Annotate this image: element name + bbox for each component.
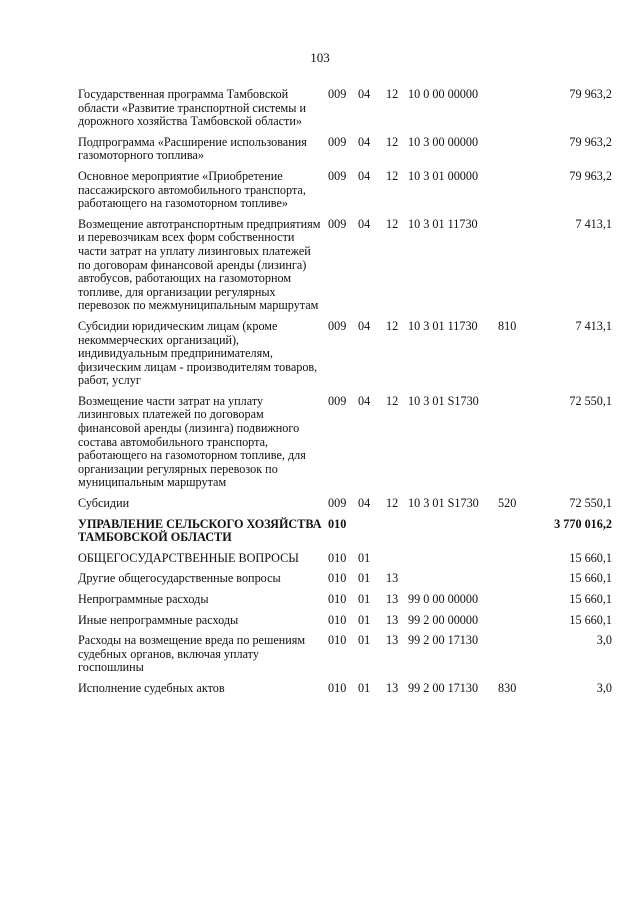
amount-cell: 3,0 <box>596 633 612 648</box>
subsection-code-cell: 12 <box>386 134 399 149</box>
row-name-cell: Субсидии <box>78 496 130 511</box>
expense-type-cell <box>498 136 528 170</box>
row-name-cell: Подпрограмма «Расширение использования газомоторного топлива» <box>78 134 307 163</box>
table-row <box>78 88 612 136</box>
row-name-cell: Другие общегосударственные вопросы <box>78 571 281 586</box>
target-article-cell <box>408 518 498 552</box>
amount-cell: 79 963,2 <box>569 168 612 183</box>
target-article-cell: 10 3 00 00000 <box>408 134 479 149</box>
table-row <box>78 218 612 320</box>
table-row <box>78 614 612 635</box>
subsection-code-cell: 13 <box>386 592 399 606</box>
expense-type-cell: 830 <box>498 680 517 695</box>
expense-type-cell <box>498 518 528 552</box>
ved-code-cell: 010 <box>328 592 347 606</box>
target-article-cell: 99 2 00 17130 <box>408 680 479 695</box>
ved-code-cell: 009 <box>328 134 347 149</box>
subsection-code-cell: 12 <box>386 168 399 183</box>
target-article-cell <box>408 552 498 573</box>
section-code-cell: 01 <box>358 612 371 627</box>
expense-type-cell <box>498 614 528 635</box>
amount-cell: 15 660,1 <box>569 592 612 606</box>
subsection-code-cell: 12 <box>386 393 399 408</box>
row-name-cell: Расходы на возмещение вреда по решениям судебных органов, включая уплату госпошлины <box>78 633 306 675</box>
expense-type-cell <box>498 634 528 682</box>
table-row <box>78 593 612 614</box>
amount-cell: 3 770 016,2 <box>554 516 612 531</box>
ved-code-cell: 010 <box>328 612 347 627</box>
expense-type-cell <box>498 88 528 136</box>
section-code-cell: 04 <box>358 216 371 231</box>
row-name-cell: Основное мероприятие «Приобретение пассажирского автомобильного транспорта, работающего на газомоторном топливе» <box>78 168 306 211</box>
ved-code-cell: 009 <box>328 216 347 231</box>
row-name-cell: Возмещение автотранспортным предприятиям и перевозчикам всех форм собственности части затрат на уплату лизинговых платежей по договорам финансовой аренды (лизинга) автобусов, работающих на газомоторном топливе, для организации регулярных перевозок по межмуниципальным маршрутам <box>78 216 321 313</box>
amount-cell: 15 660,1 <box>569 550 612 565</box>
subsection-code-cell: 12 <box>386 318 399 333</box>
row-name-cell: Государственная программа Тамбовской области «Развитие транспортной системы и дорожного хозяйства Тамбовской области» <box>78 87 306 129</box>
subsection-code-cell <box>386 518 408 552</box>
table-row <box>78 572 612 593</box>
section-code-cell <box>358 518 386 552</box>
section-code-cell: 01 <box>358 592 371 606</box>
subsection-code-cell: 13 <box>386 571 399 586</box>
row-name-cell: Непрограммные расходы <box>78 592 209 606</box>
table-row <box>78 518 612 552</box>
target-article-cell: 99 0 00 00000 <box>408 592 479 606</box>
amount-cell: 15 660,1 <box>569 571 612 586</box>
target-article-cell: 10 3 01 11730 <box>408 318 478 333</box>
row-name-cell: Иные непрограммные расходы <box>78 612 239 627</box>
ved-code-cell: 009 <box>328 393 347 408</box>
expense-type-cell <box>498 170 528 218</box>
ved-code-cell: 010 <box>328 516 347 531</box>
row-name-cell: Возмещение части затрат на уплату лизинговых платежей по договорам финансовой аренды (лизинга) подвижного состава автомобильного транспорта, работающего на газомоторном топливе, для организации регулярных перевозок по муниципальным маршрутам <box>78 393 306 490</box>
row-name-cell: ОБЩЕГОСУДАРСТВЕННЫЕ ВОПРОСЫ <box>78 550 299 565</box>
table-row <box>78 320 612 395</box>
table-row <box>78 395 612 497</box>
section-code-cell: 01 <box>358 571 371 586</box>
ved-code-cell: 010 <box>328 550 347 565</box>
row-name-cell: Субсидии юридическим лицам (кроме некоммерческих организаций), индивидуальным предпринимателям, физическим лицам - производителям товаров, работ, услуг <box>78 318 318 388</box>
row-name-cell: УПРАВЛЕНИЕ СЕЛЬСКОГО ХОЗЯЙСТВА ТАМБОВСКОЙ ОБЛАСТИ <box>78 516 322 545</box>
expense-type-cell <box>498 572 528 593</box>
ved-code-cell: 009 <box>328 318 347 333</box>
expense-type-cell <box>498 552 528 573</box>
ved-code-cell: 010 <box>328 633 347 648</box>
section-code-cell: 01 <box>358 680 371 695</box>
section-code-cell: 04 <box>358 87 371 101</box>
subsection-code-cell: 13 <box>386 680 399 695</box>
table-row <box>78 682 612 703</box>
amount-cell: 79 963,2 <box>569 87 612 101</box>
subsection-code-cell <box>386 552 408 573</box>
section-code-cell: 04 <box>358 496 371 511</box>
subsection-code-cell: 13 <box>386 633 399 648</box>
subsection-code-cell: 13 <box>386 612 399 627</box>
amount-cell: 15 660,1 <box>569 612 612 627</box>
expense-type-cell: 520 <box>498 496 517 511</box>
expense-type-cell <box>498 218 528 320</box>
table-row <box>78 136 612 170</box>
subsection-code-cell: 12 <box>386 87 399 101</box>
amount-cell: 72 550,1 <box>569 393 612 408</box>
amount-cell: 7 413,1 <box>575 216 612 231</box>
table-row <box>78 497 612 518</box>
target-article-cell: 10 3 01 00000 <box>408 168 479 183</box>
section-code-cell: 01 <box>358 550 371 565</box>
target-article-cell: 99 2 00 00000 <box>408 612 479 627</box>
section-code-cell: 04 <box>358 318 371 333</box>
subsection-code-cell: 12 <box>386 496 399 511</box>
ved-code-cell: 009 <box>328 87 347 101</box>
expense-type-cell <box>498 593 528 614</box>
amount-cell: 7 413,1 <box>575 318 612 333</box>
table-row <box>78 170 612 218</box>
ved-code-cell: 010 <box>328 680 347 695</box>
amount-cell: 72 550,1 <box>569 496 612 511</box>
target-article-cell: 10 0 00 00000 <box>408 87 479 101</box>
section-code-cell: 04 <box>358 393 371 408</box>
target-article-cell: 10 3 01 11730 <box>408 216 478 231</box>
target-article-cell: 10 3 01 S1730 <box>408 496 479 511</box>
section-code-cell: 04 <box>358 134 371 149</box>
amount-cell: 79 963,2 <box>569 134 612 149</box>
target-article-cell: 10 3 01 S1730 <box>408 393 479 408</box>
page-number: 103 <box>310 50 330 65</box>
expense-type-cell <box>498 395 528 497</box>
expense-type-cell: 810 <box>498 318 517 333</box>
section-code-cell: 01 <box>358 633 371 648</box>
section-code-cell: 04 <box>358 168 371 183</box>
ved-code-cell: 009 <box>328 496 347 511</box>
target-article-cell: 99 2 00 17130 <box>408 633 479 648</box>
table-row <box>78 634 612 682</box>
row-name-cell: Исполнение судебных актов <box>78 680 225 695</box>
ved-code-cell: 009 <box>328 168 347 183</box>
budget-table <box>78 88 612 703</box>
table-row <box>78 552 612 573</box>
subsection-code-cell: 12 <box>386 216 399 231</box>
ved-code-cell: 010 <box>328 571 347 586</box>
target-article-cell <box>408 572 498 593</box>
amount-cell: 3,0 <box>596 680 612 695</box>
